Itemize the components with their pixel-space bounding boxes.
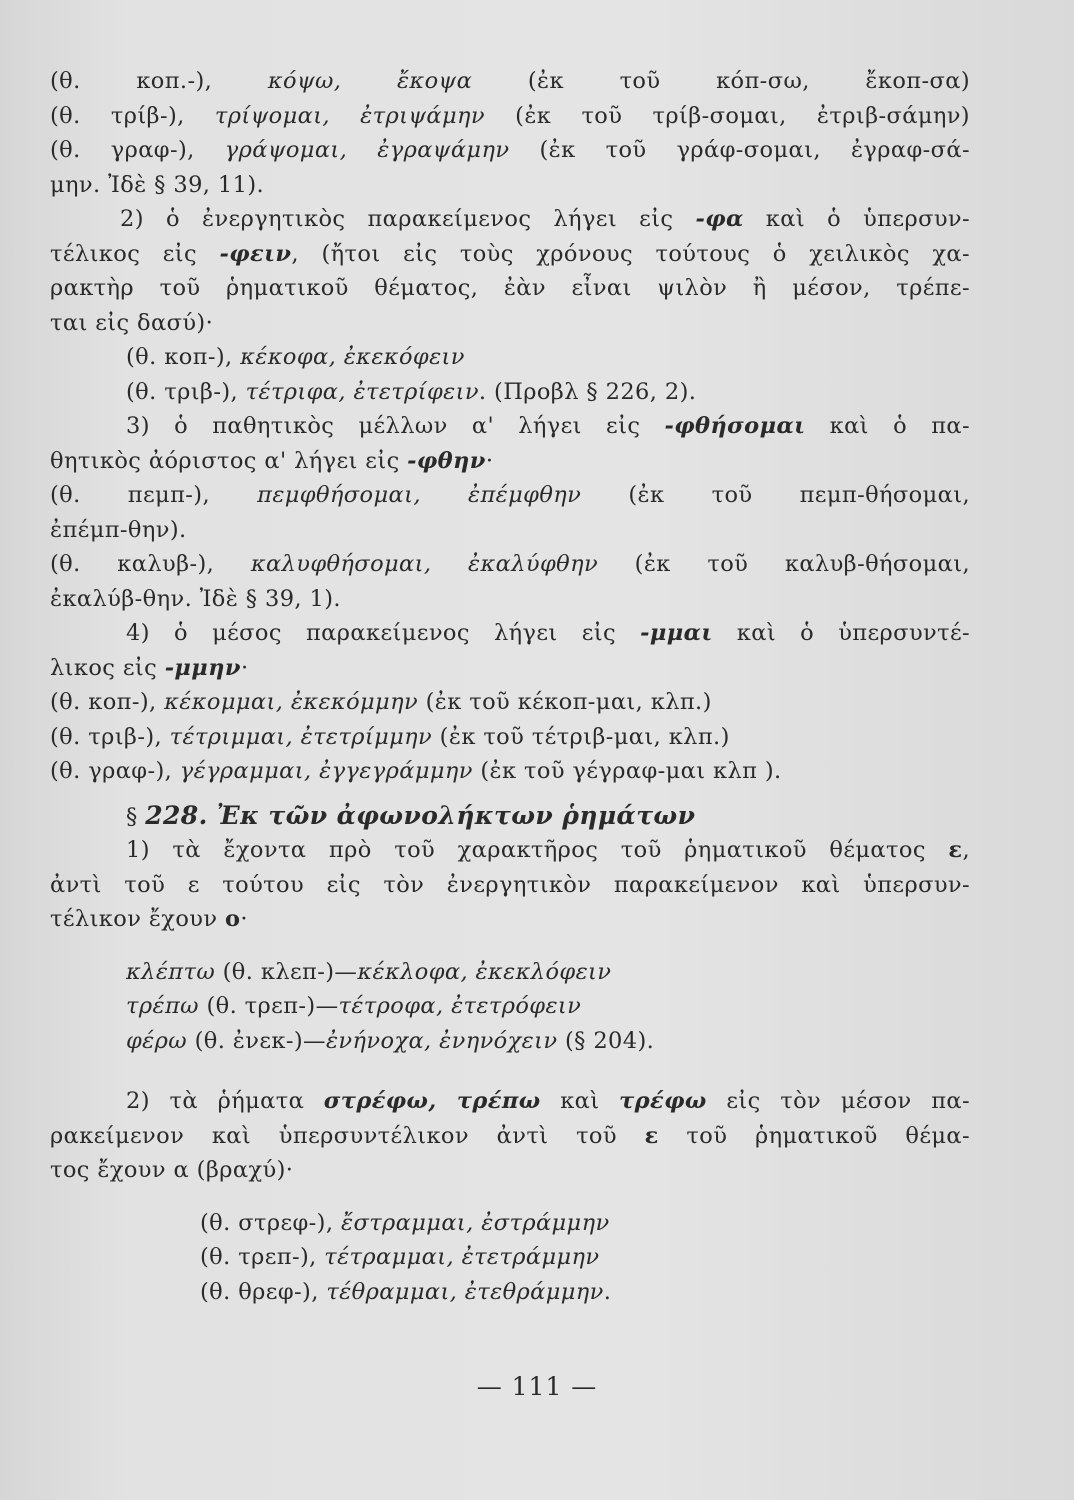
example-line: (θ. γραφ-), γέγραμμαι, ἐγγεγράμμην (ἐκ τοῦ γέγραφ-μαι κλπ ). bbox=[50, 758, 782, 784]
text-line: (θ. κοπ.-), κόψω, ἔκοψα (ἐκ τοῦ κόπ-σω, ἔκοπ-σα) bbox=[50, 68, 970, 94]
spacer bbox=[50, 1058, 970, 1084]
text-line: 1) τὰ ἔχοντα πρὸ τοῦ χαρακτῆρος τοῦ ῥηματικοῦ θέματος ε, bbox=[126, 837, 970, 863]
page-body bbox=[50, 64, 970, 1309]
text-line: 4) ὁ μέσος παρακείμενος λήγει εἰς -μμαι καὶ ὁ ὑπερσυντέ- bbox=[126, 620, 971, 646]
text-line: ἀντὶ τοῦ ε τούτου εἰς τὸν ἐνεργητικὸν παρακείμενον καὶ ὑπερσυν- bbox=[50, 871, 970, 898]
text-line: θητικὸς ἀόριστος α' λήγει εἰς -φθην· bbox=[50, 447, 494, 474]
text-line: τέλικον ἔχουν ο· bbox=[50, 906, 248, 932]
text-line: 3) ὁ παθητικὸς μέλλων α' λήγει εἰς -φθήσομαι καὶ ὁ πα- bbox=[126, 413, 970, 439]
text-line: ρακείμενον καὶ ὑπερσυντέλικον ἀντὶ τοῦ ε τοῦ ῥηματικοῦ θέμα- bbox=[50, 1122, 970, 1149]
example-line: (θ. κοπ-), κέκοφα, ἐκεκόφειν bbox=[126, 344, 465, 370]
text-line: 2) ὁ ἐνεργητικὸς παρακείμενος λήγει εἰς -φα καὶ ὁ ὑπερσυν- bbox=[120, 206, 970, 232]
example-line: (θ. τρεπ-), τέτραμμαι, ἐτετράμμην bbox=[200, 1244, 600, 1270]
example-line: (θ. τριβ-), τέτριμμαι, ἐτετρίμμην (ἐκ τοῦ τέτριβ-μαι, κλπ.) bbox=[50, 723, 730, 750]
text-line: (θ. γραφ-), γράψομαι, ἐγραψάμην (ἐκ τοῦ γράφ-σομαι, ἐγραφ-σά- bbox=[50, 137, 970, 163]
example-line: τρέπω (θ. τρεπ-)—τέτροφα, ἐτετρόφειν bbox=[126, 993, 582, 1019]
text-line: μην. Ἰδὲ § 39, 11). bbox=[50, 171, 265, 198]
example-line: (θ. καλυβ-), καλυφθήσομαι, ἐκαλύφθην (ἐκ τοῦ καλυβ-θήσομαι, bbox=[50, 551, 970, 577]
text-line: ται εἰς δασύ)· bbox=[50, 309, 214, 336]
text-line: τος ἔχουν α (βραχύ)· bbox=[50, 1157, 294, 1183]
example-line: ἐκαλύβ-θην. Ἰδὲ § 39, 1). bbox=[50, 585, 341, 612]
example-line: (θ. πεμπ-), πεμφθήσομαι, ἐπέμφθην (ἐκ τοῦ πεμπ-θήσομαι, bbox=[50, 482, 970, 508]
text-line: ρακτὴρ τοῦ ῥηματικοῦ θέματος, ἐὰν εἶναι ψιλὸν ἢ μέσον, τρέπε- bbox=[50, 275, 970, 301]
text-line: λικος εἰς -μμην· bbox=[50, 654, 249, 681]
example-line: φέρω (θ. ἐνεκ-)—ἐνήνοχα, ἐνηνόχειν (§ 204). bbox=[126, 1027, 655, 1054]
example-line: (θ. στρεφ-), ἔστραμμαι, ἐστράμμην bbox=[200, 1209, 610, 1236]
example-line: (θ. κοπ-), κέκομμαι, ἐκεκόμμην (ἐκ τοῦ κέκοπ-μαι, κλπ.) bbox=[50, 689, 712, 715]
spacer bbox=[50, 937, 970, 955]
example-line: (θ. θρεφ-), τέθραμμαι, ἐτεθράμμην. bbox=[200, 1278, 612, 1305]
spacer bbox=[50, 1188, 970, 1206]
text-line: 2) τὰ ῥήματα στρέφω, τρέπω καὶ τρέφω εἰς τὸν μέσον πα- bbox=[126, 1088, 971, 1114]
text-line: (θ. τρίβ-), τρίψομαι, ἐτριψάμην (ἐκ τοῦ τρίβ-σομαι, ἐτριβ-σάμην) bbox=[50, 102, 970, 129]
example-line: κλέπτω (θ. κλεπ-)—κέκλοφα, ἐκεκλόφειν bbox=[126, 958, 612, 985]
text-line: τέλικος εἰς -φειν, (ἤτοι εἰς τοὺς χρόνους τούτους ὁ χειλικὸς χα- bbox=[50, 240, 970, 267]
section-heading: § 228. Ἐκ τῶν ἀφωνολήκτων ῥημάτων bbox=[126, 800, 696, 830]
example-line: (θ. τριβ-), τέτριφα, ἐτετρίφειν. (Προβλ § 226, 2). bbox=[126, 378, 697, 405]
example-line: ἐπέμπ-θην). bbox=[50, 516, 187, 543]
page-number: — 111 — bbox=[476, 1372, 598, 1401]
